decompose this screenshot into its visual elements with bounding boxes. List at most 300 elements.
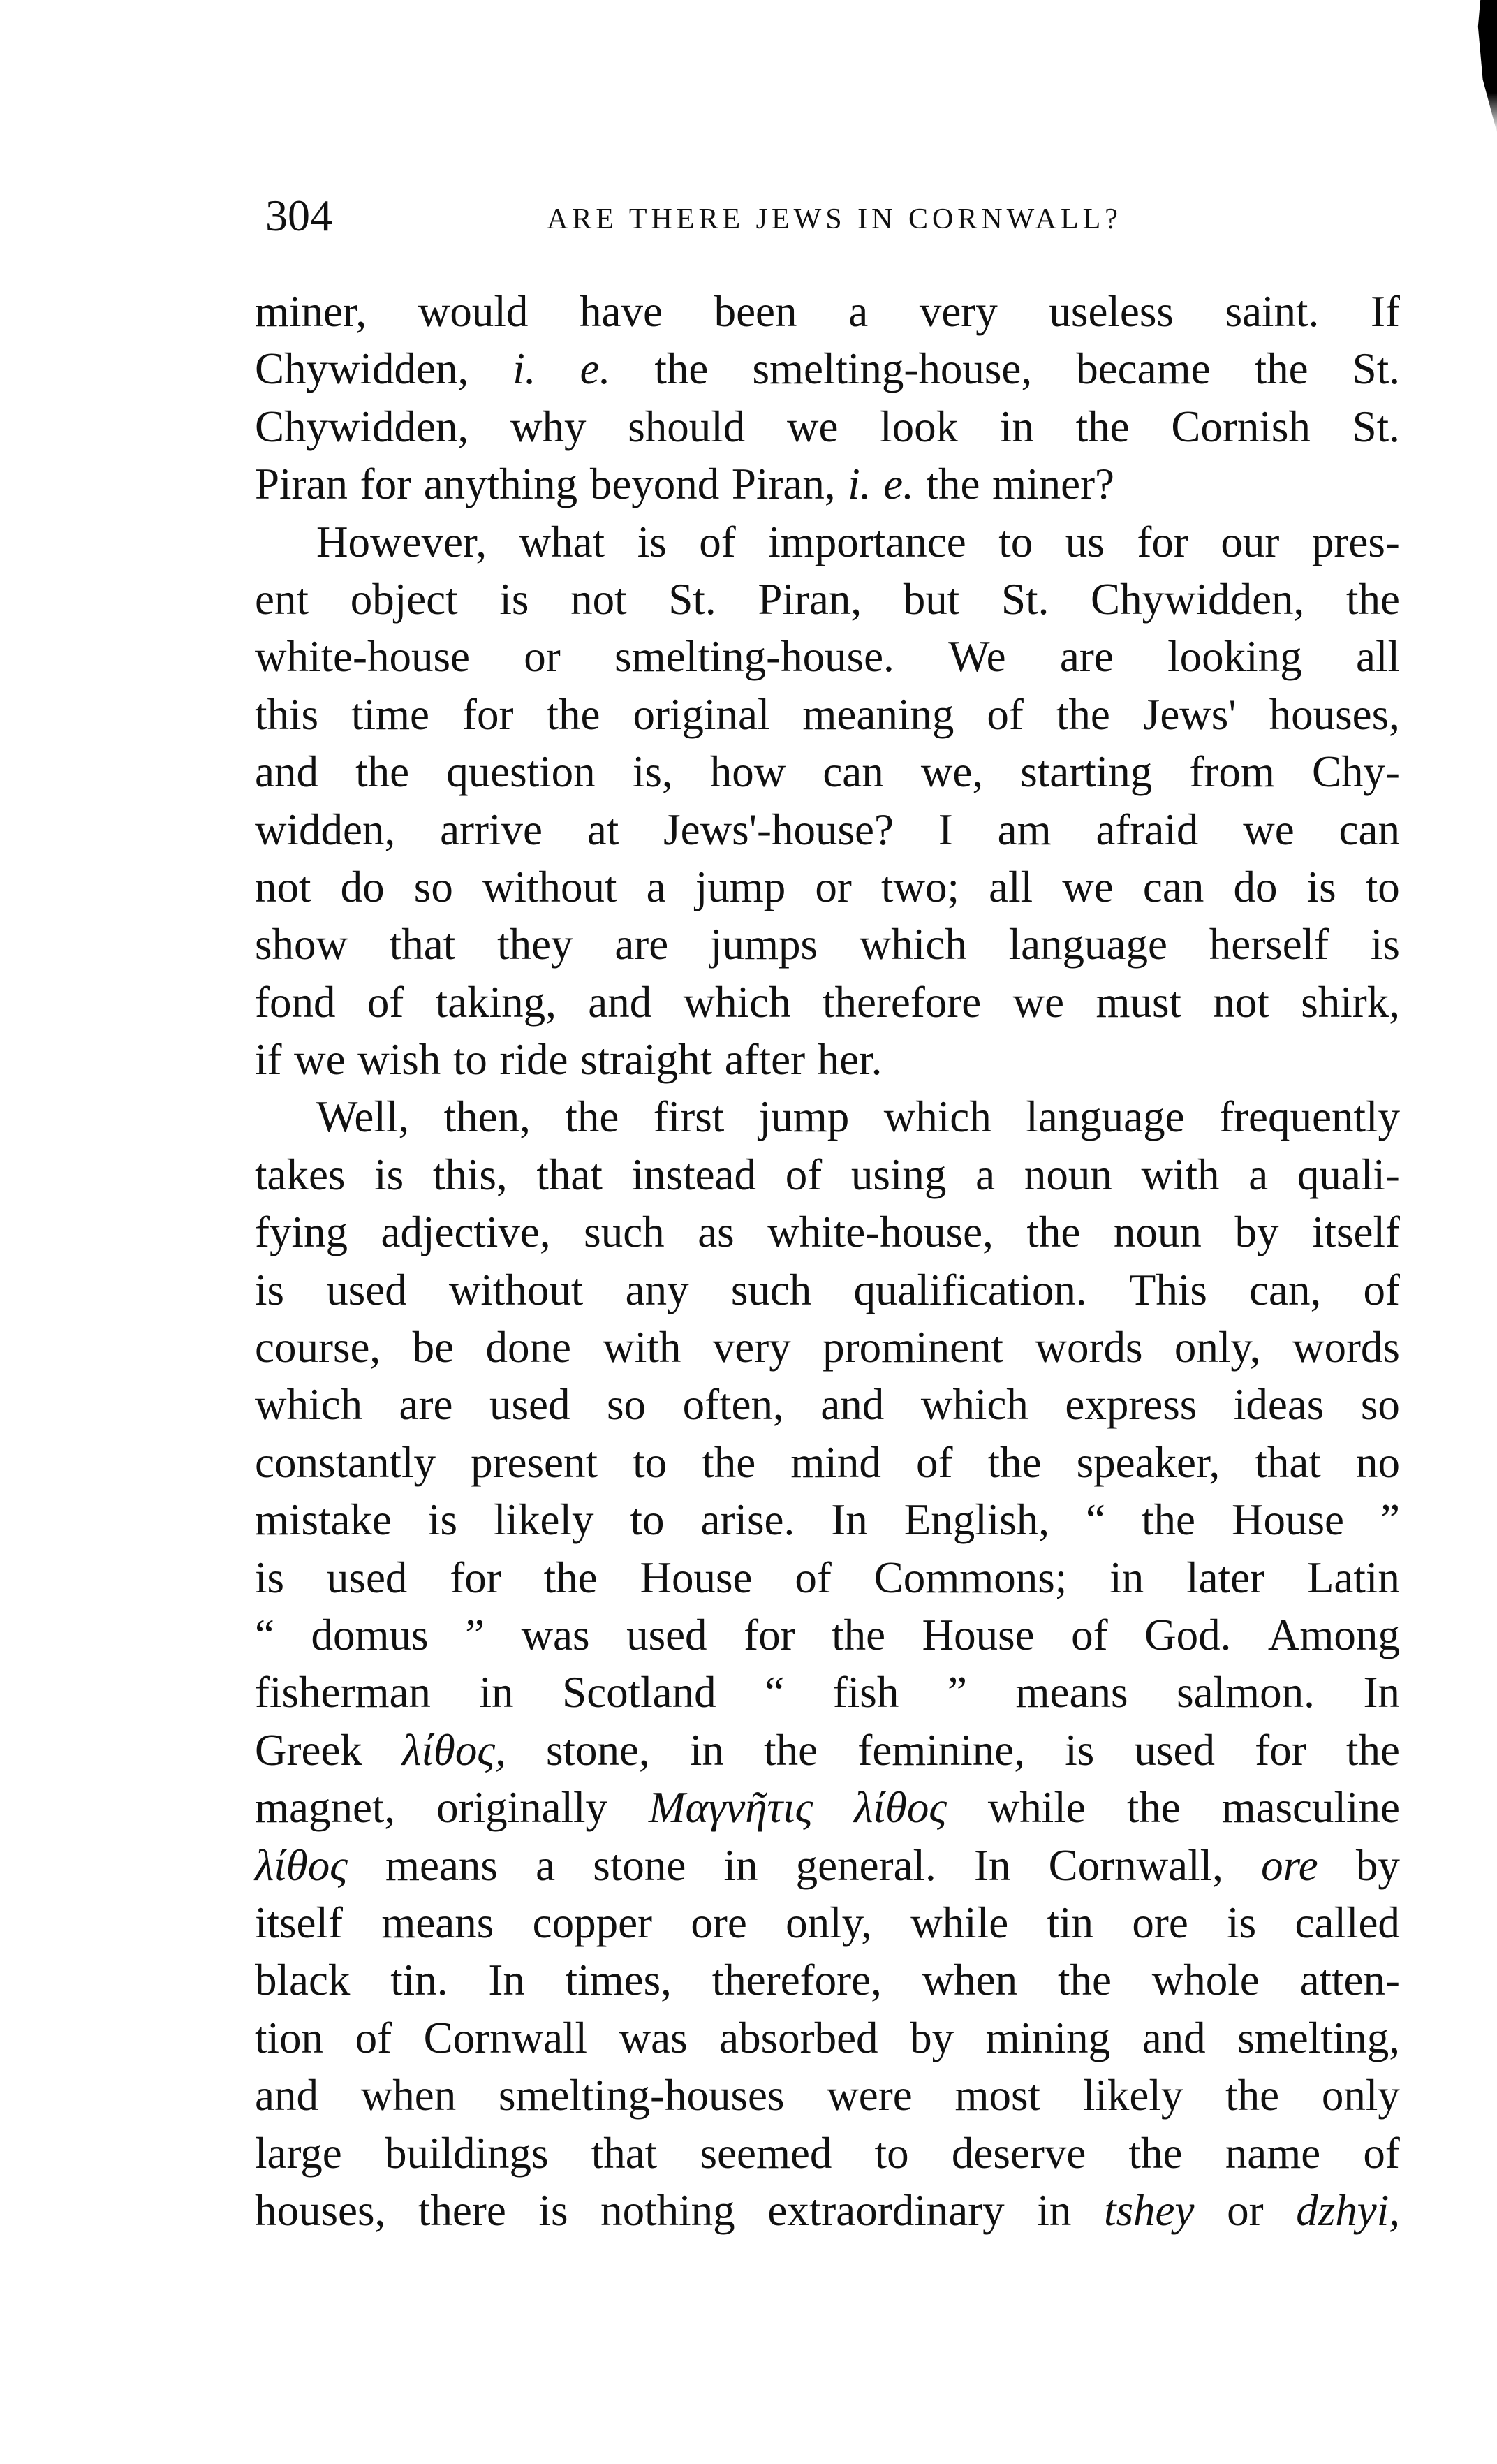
word: only, [1174, 1323, 1261, 1372]
word: This [1128, 1265, 1207, 1314]
word: to [1365, 862, 1400, 911]
word: are [614, 920, 669, 969]
word: St. [1352, 402, 1400, 451]
word: is [1306, 862, 1336, 911]
word: which [859, 920, 967, 969]
word: means [385, 1840, 498, 1890]
word: only, [786, 1898, 872, 1947]
word: Chy- [1311, 747, 1400, 797]
word: therefore [822, 977, 982, 1027]
word: the [1026, 1208, 1081, 1257]
word: language [1026, 1092, 1185, 1142]
word: feminine, [857, 1725, 1026, 1775]
word: prominent [823, 1323, 1004, 1372]
word: masculine [1221, 1783, 1400, 1833]
word: means [1015, 1668, 1128, 1717]
word: in [479, 1668, 514, 1717]
word: constantly [255, 1437, 436, 1487]
word: pres- [1311, 517, 1400, 566]
word: were [827, 2071, 913, 2120]
word: straight [580, 1035, 713, 1085]
word: with [1141, 1150, 1220, 1199]
word: and [588, 977, 652, 1027]
word: wish [357, 1035, 441, 1085]
word: white-house [255, 632, 470, 682]
word: by [910, 2013, 954, 2062]
word: with [603, 1323, 681, 1372]
word: saint. [1225, 287, 1320, 336]
text-line [255, 340, 1400, 397]
word: mining [985, 2013, 1111, 2062]
word: two; [881, 862, 960, 911]
word: we [294, 1035, 346, 1085]
text-line [255, 571, 1400, 628]
text-line [255, 628, 1400, 685]
word: Scotland [562, 1668, 716, 1717]
word: which [883, 1092, 991, 1142]
running-title: ARE THERE JEWS IN CORNWALL? [547, 203, 1122, 235]
text-line [255, 1549, 1400, 1606]
word: all [1356, 632, 1400, 682]
word: smelting-houses [499, 2071, 785, 2120]
word: are [399, 1380, 453, 1430]
word: the [987, 1437, 1042, 1487]
word: extraordinary [767, 2185, 1005, 2235]
word: seemed [700, 2128, 832, 2178]
word: if [255, 1035, 282, 1085]
word: the [1056, 689, 1110, 739]
text-line [255, 2067, 1400, 2124]
word: “ [1086, 1495, 1105, 1545]
word: do [340, 862, 385, 911]
word: without [482, 862, 617, 911]
word: However, [316, 517, 487, 566]
word: and [255, 2071, 318, 2120]
word: the [1254, 344, 1308, 394]
italic-word: i. [512, 344, 536, 394]
word: beyond [589, 460, 720, 509]
word: itself [1311, 1208, 1400, 1257]
word: Latin [1306, 1553, 1400, 1602]
word: jump [758, 1092, 850, 1142]
word: so [1360, 1380, 1400, 1430]
word: am [997, 805, 1052, 854]
word: name [1225, 2128, 1321, 2178]
text-line [255, 1894, 1400, 1951]
word: such [584, 1208, 665, 1257]
word: later [1186, 1553, 1265, 1602]
word: fisherman [255, 1668, 431, 1717]
word: used [1134, 1725, 1216, 1775]
body-text [255, 283, 1400, 2239]
word: ” [465, 1610, 485, 1659]
word: from [1189, 747, 1275, 797]
text-line [255, 1779, 1400, 1836]
word: stone, [545, 1725, 650, 1775]
word: is [1227, 1898, 1257, 1947]
word: for [360, 460, 412, 509]
word: the [1142, 1495, 1195, 1545]
word: ” [1380, 1495, 1400, 1545]
word: not [570, 574, 627, 624]
word: the [764, 1725, 818, 1775]
word: very [919, 287, 998, 336]
word: useless [1049, 287, 1174, 336]
word: can [823, 747, 884, 797]
word: If [1370, 287, 1400, 336]
word: used [326, 1265, 407, 1314]
word: likely [1082, 2071, 1183, 2120]
word: no [1355, 1437, 1400, 1487]
word: frequently [1219, 1092, 1400, 1142]
word: looking [1167, 632, 1302, 682]
text-line [255, 283, 1400, 340]
text-line [255, 1722, 1400, 1779]
text-line [255, 1031, 1400, 1088]
word: Jews'-house? [663, 805, 894, 854]
word: we [1012, 977, 1065, 1027]
word: this [255, 689, 319, 739]
word: magnet, [255, 1783, 396, 1833]
word: of [987, 689, 1024, 739]
scan-edge-mark [1473, 0, 1497, 133]
word: the [1128, 2128, 1183, 2178]
word: Commons; [873, 1553, 1068, 1602]
italic-word: e. [883, 460, 914, 509]
word: or [1227, 2185, 1264, 2235]
word: ent [255, 574, 309, 624]
word: In [973, 1840, 1011, 1890]
word: her. [817, 1035, 883, 1085]
word: for [1255, 1725, 1306, 1775]
word: to [452, 1035, 487, 1085]
word: God. [1144, 1610, 1232, 1659]
word: arise. [700, 1495, 795, 1545]
word: tin. [390, 1956, 448, 2005]
word: we [1062, 862, 1114, 911]
word: arrive [440, 805, 543, 854]
word: so [607, 1380, 647, 1430]
word: I [938, 805, 953, 854]
word: only [1321, 2071, 1400, 2120]
word: the [1346, 574, 1400, 624]
word: object [350, 574, 458, 624]
word: houses, [1269, 689, 1400, 739]
word: do [1233, 862, 1278, 911]
word: express [1065, 1380, 1197, 1430]
word: the [702, 1437, 756, 1487]
word: by [1234, 1208, 1279, 1257]
word: atten- [1299, 1956, 1400, 2005]
text-line [255, 513, 1400, 571]
text-line [255, 1088, 1400, 1145]
word: House [1232, 1495, 1344, 1545]
word: fying [255, 1208, 348, 1257]
word: House [640, 1553, 753, 1602]
word: we [786, 402, 839, 451]
text-line [255, 1434, 1400, 1491]
word: very [712, 1323, 791, 1372]
word: the [1126, 1783, 1181, 1833]
word: smelting, [1237, 2013, 1400, 2062]
word: We [948, 632, 1006, 682]
word: Chywidden, [255, 344, 469, 394]
word: of [355, 2013, 392, 2062]
word: is, [632, 747, 673, 797]
word: St. [1001, 574, 1049, 624]
word: Piran [255, 460, 348, 509]
word: whole [1151, 1956, 1260, 2005]
italic-word: λίθος [255, 1840, 348, 1890]
word: is [255, 1265, 285, 1314]
text-line [255, 1491, 1400, 1548]
word: should [628, 402, 746, 451]
word: that [389, 920, 456, 969]
word: us [1065, 517, 1105, 566]
text-line [255, 398, 1400, 455]
word: domus [311, 1610, 429, 1659]
word: be [412, 1323, 455, 1372]
text-line [255, 801, 1400, 858]
word: to [998, 517, 1033, 566]
word: is [374, 1150, 404, 1199]
word: which [920, 1380, 1028, 1430]
word: smelting-house. [614, 632, 894, 682]
word: absorbed [719, 2013, 878, 2062]
word: tin [1047, 1898, 1094, 1947]
word: of [367, 977, 404, 1027]
text-line [255, 1146, 1400, 1203]
word: of [1363, 2128, 1400, 2178]
word: Cornish [1171, 402, 1311, 451]
word: English, [904, 1495, 1050, 1545]
word: a [1248, 1150, 1269, 1199]
word: while [910, 1898, 1009, 1947]
word: for [1137, 517, 1188, 566]
word: course, [255, 1323, 381, 1372]
word: then, [443, 1092, 531, 1142]
word: can, [1249, 1265, 1322, 1314]
word: must [1096, 977, 1181, 1027]
italic-word: λίθος, [402, 1725, 506, 1775]
word: a [848, 287, 869, 336]
word: how [709, 747, 786, 797]
word: question [446, 747, 596, 797]
word: importance [768, 517, 966, 566]
word: therefore, [711, 1956, 882, 2005]
word: is [499, 574, 529, 624]
word: ore [1132, 1898, 1188, 1947]
word: starting [1020, 747, 1153, 797]
word: a [646, 862, 666, 911]
word: afraid [1096, 805, 1199, 854]
word: would [418, 287, 529, 336]
word: to [633, 1437, 668, 1487]
word: Among [1267, 1610, 1400, 1659]
word: which [255, 1380, 362, 1430]
word: Cornwall, [1048, 1840, 1223, 1890]
text-line [255, 1376, 1400, 1433]
word: buildings [385, 2128, 549, 2178]
word: the [355, 747, 410, 797]
word: been [714, 287, 797, 336]
word: taking, [435, 977, 556, 1027]
word: speaker, [1076, 1437, 1221, 1487]
word: for [450, 1553, 501, 1602]
word: most [954, 2071, 1041, 2120]
word: to [630, 1495, 665, 1545]
word: is [538, 2185, 568, 2235]
word: ideas [1233, 1380, 1325, 1430]
text-line [255, 1837, 1400, 1894]
word: called [1295, 1898, 1400, 1947]
word: mistake [255, 1495, 392, 1545]
word: the [926, 460, 980, 509]
word: ore [691, 1898, 747, 1947]
word: general. [795, 1840, 936, 1890]
word: is [1065, 1725, 1095, 1775]
word: Chywidden, [255, 402, 469, 451]
text-line [255, 686, 1400, 743]
word: why [510, 402, 587, 451]
word: nothing [600, 2185, 735, 2235]
word: times, [565, 1956, 672, 2005]
word: was [521, 1610, 590, 1659]
word: in [999, 402, 1034, 451]
word: salmon. [1177, 1668, 1315, 1717]
word: In [1363, 1668, 1400, 1717]
word: fish [832, 1668, 899, 1717]
word: the [1075, 402, 1130, 451]
word: tion [255, 2013, 324, 2062]
word: present [471, 1437, 598, 1487]
word: that [1255, 1437, 1321, 1487]
word: mind [790, 1437, 881, 1487]
word: adjective, [381, 1208, 551, 1257]
word: quali- [1297, 1150, 1400, 1199]
italic-word: i. [848, 460, 871, 509]
word: so [413, 862, 453, 911]
italic-word: ore [1261, 1840, 1318, 1890]
word: or [815, 862, 852, 911]
word: takes [255, 1150, 346, 1199]
text-line [255, 743, 1400, 800]
word: can [1339, 805, 1400, 854]
word: used [626, 1610, 707, 1659]
word: a [975, 1150, 996, 1199]
word: the [543, 1553, 598, 1602]
word: Cornwall [423, 2013, 588, 2062]
word: without [448, 1265, 584, 1314]
word: Greek [255, 1725, 362, 1775]
word: of [785, 1150, 823, 1199]
word: qualification. [853, 1265, 1087, 1314]
word: at [587, 805, 619, 854]
word: the [546, 689, 600, 739]
word: widden, [255, 805, 396, 854]
word: fond [255, 977, 336, 1027]
word: copper [532, 1898, 653, 1947]
word: for [744, 1610, 795, 1659]
word: white-house, [767, 1208, 994, 1257]
word: and [1142, 2013, 1206, 2062]
word: in [1109, 1553, 1144, 1602]
text-line [255, 1203, 1400, 1261]
word: ” [947, 1668, 967, 1717]
word: but [903, 574, 960, 624]
word: the [1345, 1725, 1400, 1775]
word: after [724, 1035, 806, 1085]
word: as [698, 1208, 735, 1257]
word: look [880, 402, 959, 451]
word: became [1076, 344, 1211, 394]
word: “ [255, 1610, 274, 1659]
word: ride [499, 1035, 568, 1085]
word: “ [765, 1668, 785, 1717]
word: St. [1352, 344, 1400, 394]
word: that [591, 2128, 658, 2178]
word: In [488, 1956, 525, 2005]
word: the [565, 1092, 619, 1142]
word: anything [423, 460, 578, 509]
word: used [326, 1553, 408, 1602]
word: in [723, 1840, 758, 1890]
word: we [1243, 805, 1295, 854]
word: the [654, 344, 709, 394]
word: miner, [255, 287, 367, 336]
word: show [255, 920, 348, 969]
word: In [831, 1495, 868, 1545]
text-line [255, 1606, 1400, 1664]
word: of [1363, 1265, 1400, 1314]
word: Well, [316, 1092, 410, 1142]
word: noun [1024, 1150, 1112, 1199]
text-line [255, 1261, 1400, 1319]
word: noun [1113, 1208, 1202, 1257]
word: often, [682, 1380, 784, 1430]
word: in [1037, 2185, 1072, 2235]
word: by [1355, 1840, 1400, 1890]
word: which [683, 977, 791, 1027]
word: black [255, 1956, 351, 2005]
word: houses, [255, 2185, 386, 2235]
word: St. [668, 574, 716, 624]
word: there [418, 2185, 506, 2235]
word: a [536, 1840, 556, 1890]
text-line [255, 455, 1400, 513]
word: used [489, 1380, 570, 1430]
word: all [989, 862, 1033, 911]
italic-word: Μαγνῆτις [648, 1783, 813, 1833]
word: while [987, 1783, 1086, 1833]
word: is [637, 517, 667, 566]
page-number: 304 [265, 191, 332, 240]
word: meaning [802, 689, 954, 739]
word: have [580, 287, 663, 336]
word: when [922, 1956, 1018, 2005]
word: not [1213, 977, 1269, 1027]
word: and [255, 747, 318, 797]
italic-word: λίθος [854, 1783, 947, 1833]
word: Piran, [731, 460, 836, 509]
word: likely [494, 1495, 594, 1545]
word: itself [255, 1898, 343, 1947]
word: first [653, 1092, 725, 1142]
text-line [255, 1664, 1400, 1721]
word: this, [432, 1150, 508, 1199]
word: can [1142, 862, 1204, 911]
word: words [1035, 1323, 1143, 1372]
